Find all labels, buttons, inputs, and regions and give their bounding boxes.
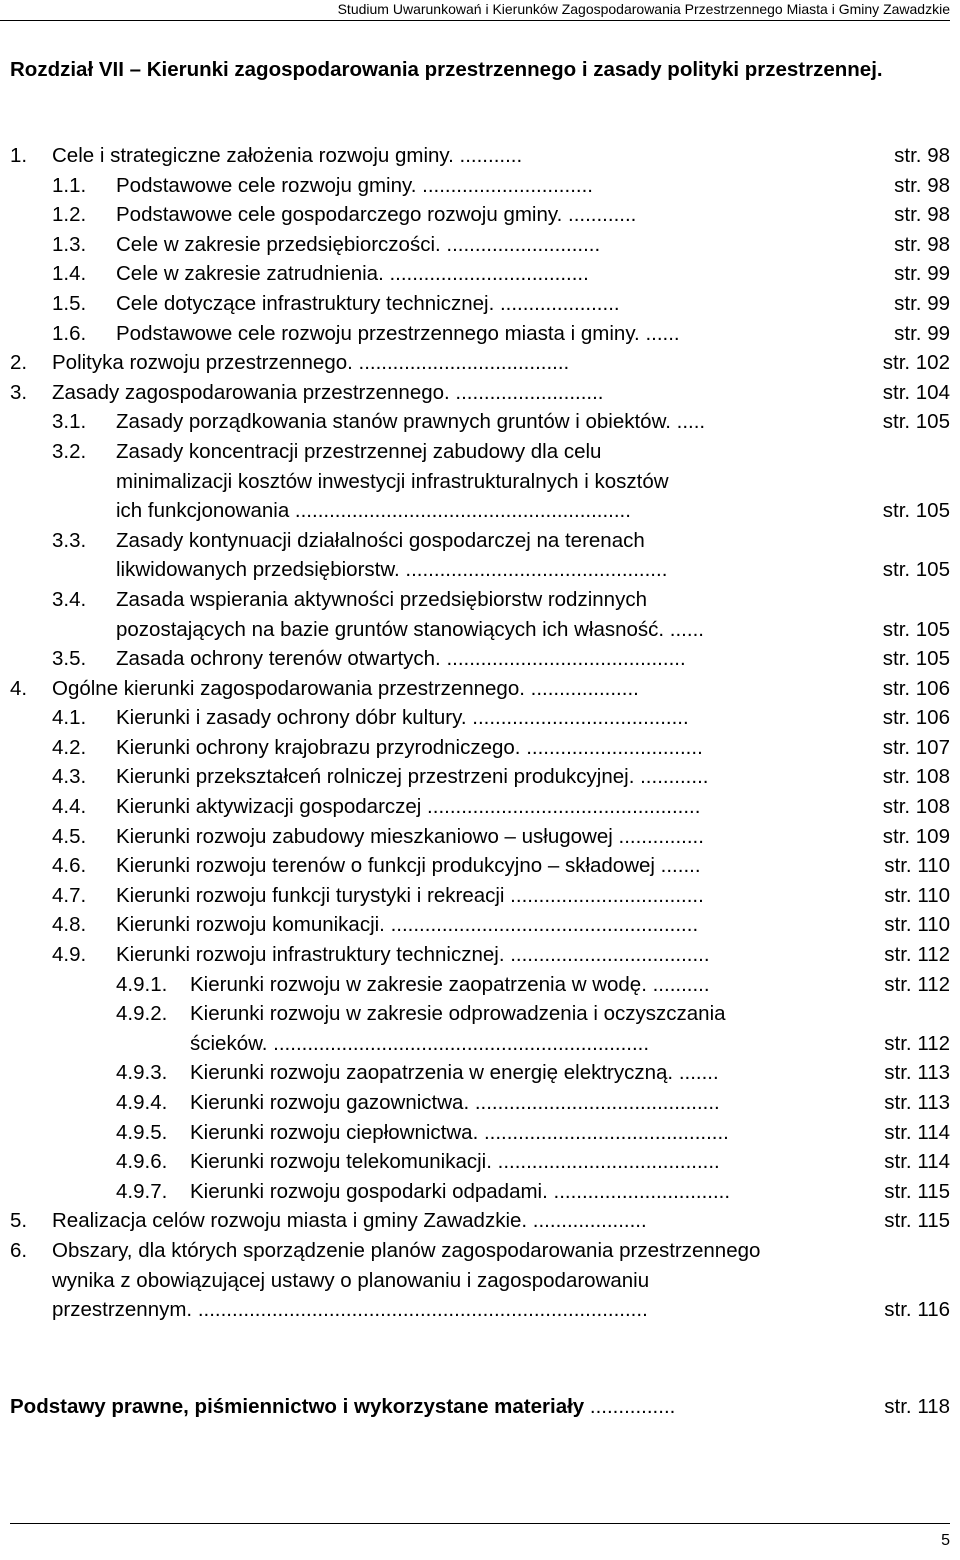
footer-entry-page: str. 118 bbox=[884, 1395, 950, 1418]
toc-row bbox=[0, 1266, 960, 1296]
toc-page: str. 110 bbox=[884, 854, 950, 878]
toc-row bbox=[0, 1177, 960, 1207]
toc-number: 3.3. bbox=[52, 528, 87, 552]
toc-page: str. 112 bbox=[884, 943, 950, 967]
toc-text: minimalizacji kosztów inwestycji infrastrukturalnych i kosztów bbox=[116, 469, 669, 493]
toc-text: Kierunki rozwoju funkcji turystyki i rekreacji .................................. bbox=[116, 883, 704, 907]
footer-entry-text: Podstawy prawne, piśmiennictwo i wykorzystane materiały bbox=[10, 1395, 585, 1418]
toc-page: str. 99 bbox=[894, 321, 950, 345]
toc-text: ścieków. .................................................................. bbox=[190, 1031, 650, 1055]
toc-row bbox=[0, 999, 960, 1029]
toc-number: 4.7. bbox=[52, 883, 87, 907]
toc-row bbox=[0, 615, 960, 645]
toc-text: Kierunki ochrony krajobrazu przyrodniczego. ............................... bbox=[116, 735, 703, 759]
toc-number: 4.4. bbox=[52, 795, 87, 819]
toc-row bbox=[0, 467, 960, 497]
chapter-title: Rozdział VII – Kierunki zagospodarowania przestrzennego i zasady polityki przestrzennej. bbox=[10, 58, 883, 81]
toc-row bbox=[0, 1236, 960, 1266]
toc-text: Kierunki rozwoju gazownictwa. ........................................... bbox=[190, 1091, 720, 1114]
toc-text: Cele i strategiczne założenia rozwoju gminy. ........... bbox=[52, 144, 523, 167]
toc-page: str. 115 bbox=[884, 1209, 950, 1233]
toc-page: str. 104 bbox=[882, 380, 950, 404]
toc-row bbox=[0, 1088, 960, 1118]
toc-page: str. 98 bbox=[894, 173, 950, 197]
toc-number: 1.3. bbox=[52, 232, 87, 256]
toc-text: Kierunki rozwoju w zakresie odprowadzenia i oczyszczania bbox=[190, 1002, 726, 1026]
toc-row bbox=[0, 851, 960, 881]
toc-page: str. 113 bbox=[884, 1061, 950, 1085]
page-number: 5 bbox=[941, 1532, 950, 1549]
toc-text: Kierunki rozwoju zabudowy mieszkaniowo – usługowej ............... bbox=[116, 824, 704, 848]
toc-page: str. 98 bbox=[894, 232, 950, 256]
toc-row bbox=[0, 1295, 960, 1325]
toc-number: 4.6. bbox=[52, 854, 87, 878]
toc-page: str. 109 bbox=[882, 824, 950, 848]
toc-row bbox=[0, 1206, 960, 1236]
toc-text: Cele w zakresie przedsiębiorczości. ........................... bbox=[116, 232, 601, 256]
toc-text: Kierunki rozwoju w zakresie zaopatrzenia w wodę. .......... bbox=[190, 972, 710, 996]
toc-row bbox=[0, 259, 960, 289]
toc-row bbox=[0, 496, 960, 526]
toc-page: str. 106 bbox=[882, 676, 950, 700]
toc-text: Kierunki rozwoju komunikacji. ...................................................... bbox=[116, 913, 699, 937]
toc-page: str. 105 bbox=[882, 499, 950, 523]
toc-text: Zasada ochrony terenów otwartych. .......................................... bbox=[116, 647, 686, 671]
toc-number: 4. bbox=[10, 676, 28, 700]
toc-row bbox=[0, 703, 960, 733]
toc-number: 3.5. bbox=[52, 647, 87, 671]
toc-text: pozostających na bazie gruntów stanowiących ich własność. ...... bbox=[116, 617, 704, 641]
toc-page: str. 110 bbox=[884, 913, 950, 937]
toc-page: str. 105 bbox=[882, 410, 950, 434]
toc-page: str. 112 bbox=[884, 972, 950, 996]
toc-text: Zasady koncentracji przestrzennej zabudowy dla celu bbox=[116, 439, 602, 463]
toc-number: 4.9.4. bbox=[116, 1091, 168, 1114]
toc-text: Kierunki rozwoju telekomunikacji. ....................................... bbox=[190, 1150, 720, 1174]
toc-text: ich funkcjonowania ........................................................... bbox=[116, 499, 631, 523]
toc-row bbox=[0, 1147, 960, 1177]
toc-text: Ogólne kierunki zagospodarowania przestrzennego. ................... bbox=[52, 676, 639, 700]
toc-row bbox=[0, 348, 960, 378]
toc-row bbox=[0, 437, 960, 467]
toc-text: Zasady zagospodarowania przestrzennego. .......................... bbox=[52, 380, 604, 404]
table-of-contents bbox=[0, 141, 960, 1325]
toc-number: 4.1. bbox=[52, 706, 87, 730]
toc-text: Kierunki rozwoju zaopatrzenia w energię elektryczną. ....... bbox=[190, 1061, 719, 1085]
toc-row bbox=[0, 881, 960, 911]
toc-text: przestrzennym. ............................................................................... bbox=[52, 1298, 648, 1322]
toc-text: Kierunki i zasady ochrony dóbr kultury. ...................................... bbox=[116, 706, 689, 730]
toc-text: Obszary, dla których sporządzenie planów zagospodarowania przestrzennego bbox=[52, 1238, 761, 1262]
toc-row bbox=[0, 910, 960, 940]
toc-page: str. 106 bbox=[882, 706, 950, 730]
toc-number: 1.2. bbox=[52, 203, 87, 227]
toc-text: Cele dotyczące infrastruktury technicznej. ..................... bbox=[116, 291, 620, 315]
toc-text: Zasada wspierania aktywności przedsiębiorstw rodzinnych bbox=[116, 587, 647, 611]
toc-page: str. 99 bbox=[894, 262, 950, 286]
toc-number: 4.9.5. bbox=[116, 1120, 168, 1144]
toc-number: 4.9.7. bbox=[116, 1179, 168, 1203]
toc-page: str. 113 bbox=[884, 1091, 950, 1114]
toc-text: Polityka rozwoju przestrzennego. ..................................... bbox=[52, 351, 570, 375]
toc-number: 5. bbox=[10, 1209, 28, 1233]
toc-number: 1.4. bbox=[52, 262, 87, 286]
toc-text: Kierunki rozwoju infrastruktury technicznej. ................................... bbox=[116, 943, 710, 967]
toc-text: Kierunki rozwoju ciepłownictwa. ........................................... bbox=[190, 1120, 729, 1144]
toc-page: str. 112 bbox=[884, 1031, 950, 1055]
toc-number: 4.2. bbox=[52, 735, 87, 759]
toc-text: wynika z obowiązującej ustawy o planowaniu i zagospodarowaniu bbox=[52, 1268, 650, 1292]
toc-number: 1.5. bbox=[52, 291, 87, 315]
toc-number: 1.6. bbox=[52, 321, 87, 345]
toc-number: 6. bbox=[10, 1238, 28, 1262]
toc-page: str. 116 bbox=[884, 1298, 950, 1322]
toc-row bbox=[0, 970, 960, 1000]
toc-page: str. 114 bbox=[884, 1120, 950, 1144]
toc-footer-entry bbox=[10, 1392, 950, 1422]
toc-text: Podstawowe cele gospodarczego rozwoju gminy. ............ bbox=[116, 203, 637, 227]
toc-row bbox=[0, 822, 960, 852]
toc-number: 4.8. bbox=[52, 913, 87, 937]
toc-text: Cele w zakresie zatrudnienia. ................................... bbox=[116, 262, 589, 286]
toc-number: 1.1. bbox=[52, 173, 87, 197]
toc-text: Zasady kontynuacji działalności gospodarczej na terenach bbox=[116, 528, 645, 552]
toc-page: str. 107 bbox=[882, 735, 950, 759]
toc-page: str. 102 bbox=[882, 351, 950, 375]
toc-number: 3. bbox=[10, 380, 28, 404]
toc-text: Kierunki przekształceń rolniczej przestrzeni produkcyjnej. ............ bbox=[116, 765, 709, 789]
toc-number: 4.9.6. bbox=[116, 1150, 168, 1174]
toc-row bbox=[0, 319, 960, 349]
toc-text: likwidowanych przedsiębiorstw. .............................................. bbox=[116, 558, 668, 582]
toc-page: str. 105 bbox=[882, 558, 950, 582]
toc-row bbox=[0, 1058, 960, 1088]
toc-number: 2. bbox=[10, 351, 28, 375]
toc-text: Podstawowe cele rozwoju przestrzennego miasta i gminy. ...... bbox=[116, 321, 680, 345]
toc-row bbox=[0, 644, 960, 674]
toc-row bbox=[0, 585, 960, 615]
toc-text: Zasady porządkowania stanów prawnych gruntów i obiektów. ..... bbox=[116, 410, 706, 434]
toc-text: Kierunki aktywizacji gospodarczej ................................................ bbox=[116, 795, 701, 819]
toc-page: str. 98 bbox=[894, 144, 950, 167]
toc-row bbox=[0, 1118, 960, 1148]
toc-row bbox=[0, 141, 960, 171]
toc-row bbox=[0, 940, 960, 970]
toc-number: 4.3. bbox=[52, 765, 87, 789]
toc-row bbox=[0, 200, 960, 230]
toc-text: Kierunki rozwoju terenów o funkcji produkcyjno – składowej ....... bbox=[116, 854, 701, 878]
toc-row bbox=[0, 230, 960, 260]
toc-number: 4.9.3. bbox=[116, 1061, 168, 1085]
toc-row bbox=[0, 733, 960, 763]
toc-row bbox=[0, 762, 960, 792]
toc-row bbox=[0, 378, 960, 408]
toc-page: str. 108 bbox=[882, 765, 950, 789]
toc-number: 3.2. bbox=[52, 439, 87, 463]
toc-number: 4.5. bbox=[52, 824, 87, 848]
toc-row bbox=[0, 289, 960, 319]
toc-row bbox=[0, 526, 960, 556]
footer-rule bbox=[10, 1523, 950, 1524]
toc-page: str. 114 bbox=[884, 1150, 950, 1174]
toc-text: Realizacja celów rozwoju miasta i gminy Zawadzkie. .................... bbox=[52, 1209, 647, 1233]
toc-number: 3.1. bbox=[52, 410, 87, 434]
toc-row bbox=[0, 407, 960, 437]
toc-page: str. 108 bbox=[882, 795, 950, 819]
toc-number: 1. bbox=[10, 144, 28, 167]
toc-text: Kierunki rozwoju gospodarki odpadami. ............................... bbox=[190, 1179, 731, 1203]
toc-row bbox=[0, 555, 960, 585]
toc-text: Podstawowe cele rozwoju gminy. .............................. bbox=[116, 173, 593, 197]
toc-page: str. 105 bbox=[882, 647, 950, 671]
toc-row bbox=[0, 171, 960, 201]
toc-number: 4.9.1. bbox=[116, 972, 168, 996]
toc-row bbox=[0, 1029, 960, 1059]
toc-page: str. 98 bbox=[894, 203, 950, 227]
running-header: Studium Uwarunkowań i Kierunków Zagospodarowania Przestrzennego Miasta i Gminy Zawadzkie bbox=[0, 0, 950, 21]
toc-number: 4.9. bbox=[52, 943, 87, 967]
toc-page: str. 110 bbox=[884, 883, 950, 907]
toc-number: 4.9.2. bbox=[116, 1002, 168, 1026]
toc-page: str. 105 bbox=[882, 617, 950, 641]
toc-number: 3.4. bbox=[52, 587, 87, 611]
toc-page: str. 115 bbox=[884, 1179, 950, 1203]
toc-page: str. 99 bbox=[894, 291, 950, 315]
toc-row bbox=[0, 674, 960, 704]
toc-row bbox=[0, 792, 960, 822]
footer-entry-dots: ............... bbox=[584, 1395, 676, 1418]
